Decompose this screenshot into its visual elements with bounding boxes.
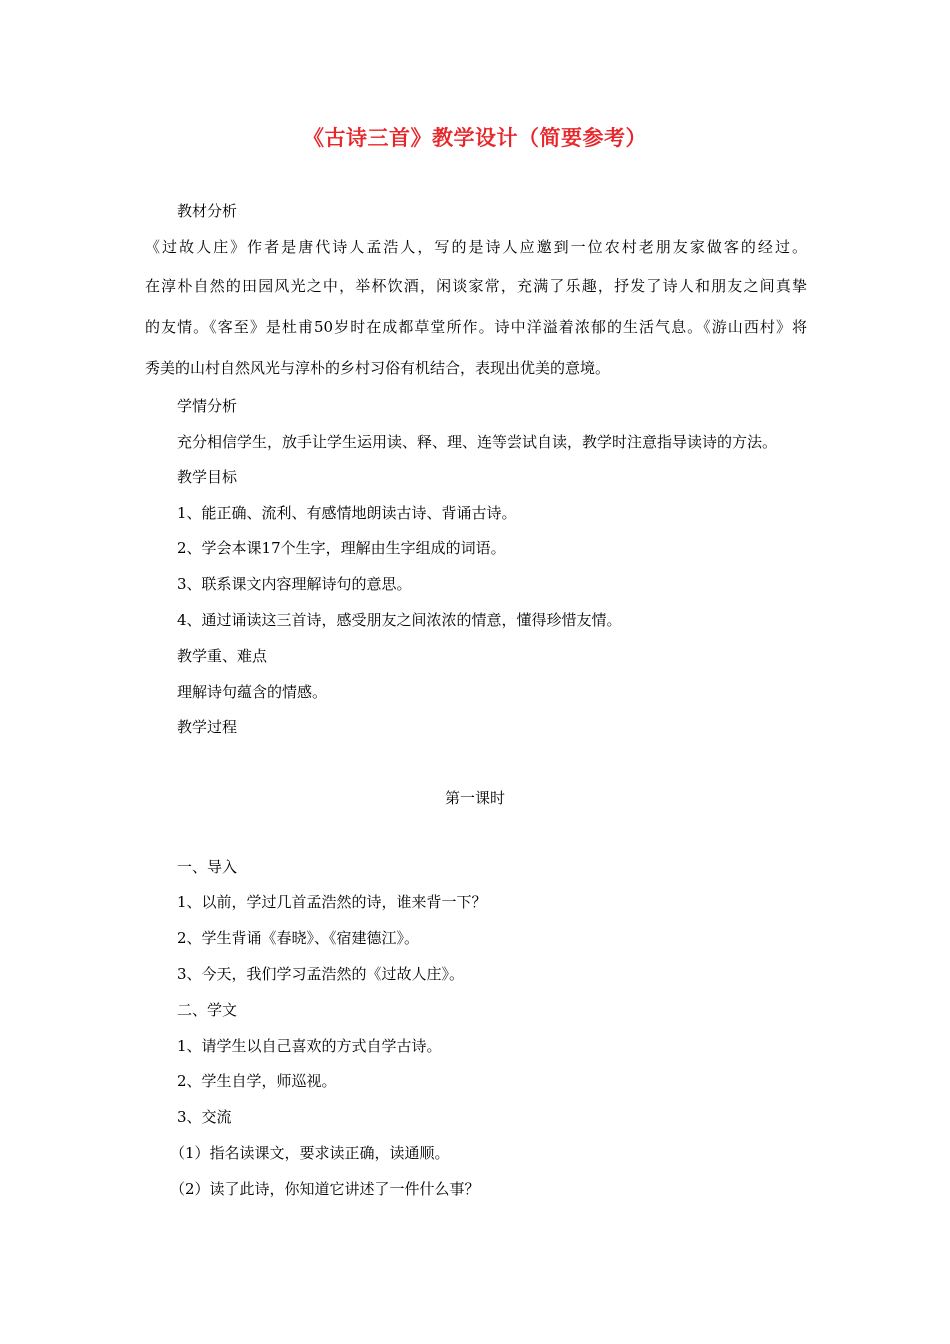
goal-item-2: 2、学会本课17个生字，理解由生字组成的词语。 [177,539,506,557]
study-item-2: 2、学生自学，师巡视。 [177,1072,337,1090]
material-line-1: 《过故人庄》作者是唐代诗人孟浩人，写的是诗人应邀到一位农村老朋友家做客的经过。 [145,238,807,256]
goal-item-3: 3、联系课文内容理解诗句的意思。 [177,575,412,593]
goal-item-1: 1、能正确、流利、有感情地朗读古诗、背诵古诗。 [177,504,517,522]
study-item-3: 3、交流 [177,1108,232,1126]
intro-item-3: 3、今天，我们学习孟浩然的《过故人庄》。 [177,965,465,983]
heading-material-analysis: 教材分析 [177,202,238,220]
goal-item-4: 4、通过诵读这三首诗，感受朋友之间浓浓的情意，懂得珍惜友情。 [177,611,622,629]
lesson-title: 第一课时 [444,789,505,807]
student-analysis-text: 充分相信学生，放手让学生运用读、释、理、连等尝试自读，教学时注意指导读诗的方法。 [177,433,778,451]
intro-heading: 一、导入 [177,858,238,876]
key-points-text: 理解诗句蕴含的情感。 [177,683,328,701]
exchange-item-1: （1）指名读课文，要求读正确，读通顺。 [170,1144,450,1162]
heading-student-analysis: 学情分析 [177,397,238,415]
material-line-2: 在淳朴自然的田园风光之中，举杯饮酒，闲谈家常，充满了乐趣，抒发了诗人和朋友之间真挚 [145,277,807,295]
material-line-4: 秀美的山村自然风光与淳朴的乡村习俗有机结合，表现出优美的意境。 [145,359,611,377]
study-item-1: 1、请学生以自己喜欢的方式自学古诗。 [177,1037,442,1055]
intro-item-1: 1、以前，学过几首孟浩然的诗，谁来背一下？ [177,893,487,911]
study-heading: 二、学文 [177,1001,238,1019]
intro-item-2: 2、学生背诵《春晓》、《宿建德江》。 [177,929,420,947]
material-line-3: 的友情。《客至》是杜甫50岁时在成都草堂所作。诗中洋溢着浓郁的生活气息。《游山西村》将 [145,318,807,336]
exchange-item-2: （2）读了此诗，你知道它讲述了一件什么事？ [170,1180,480,1198]
document-title: 《古诗三首》教学设计（简要参考） [303,125,647,150]
heading-key-points: 教学重、难点 [177,647,268,665]
heading-teaching-process: 教学过程 [177,718,238,736]
heading-teaching-goals: 教学目标 [177,468,238,486]
